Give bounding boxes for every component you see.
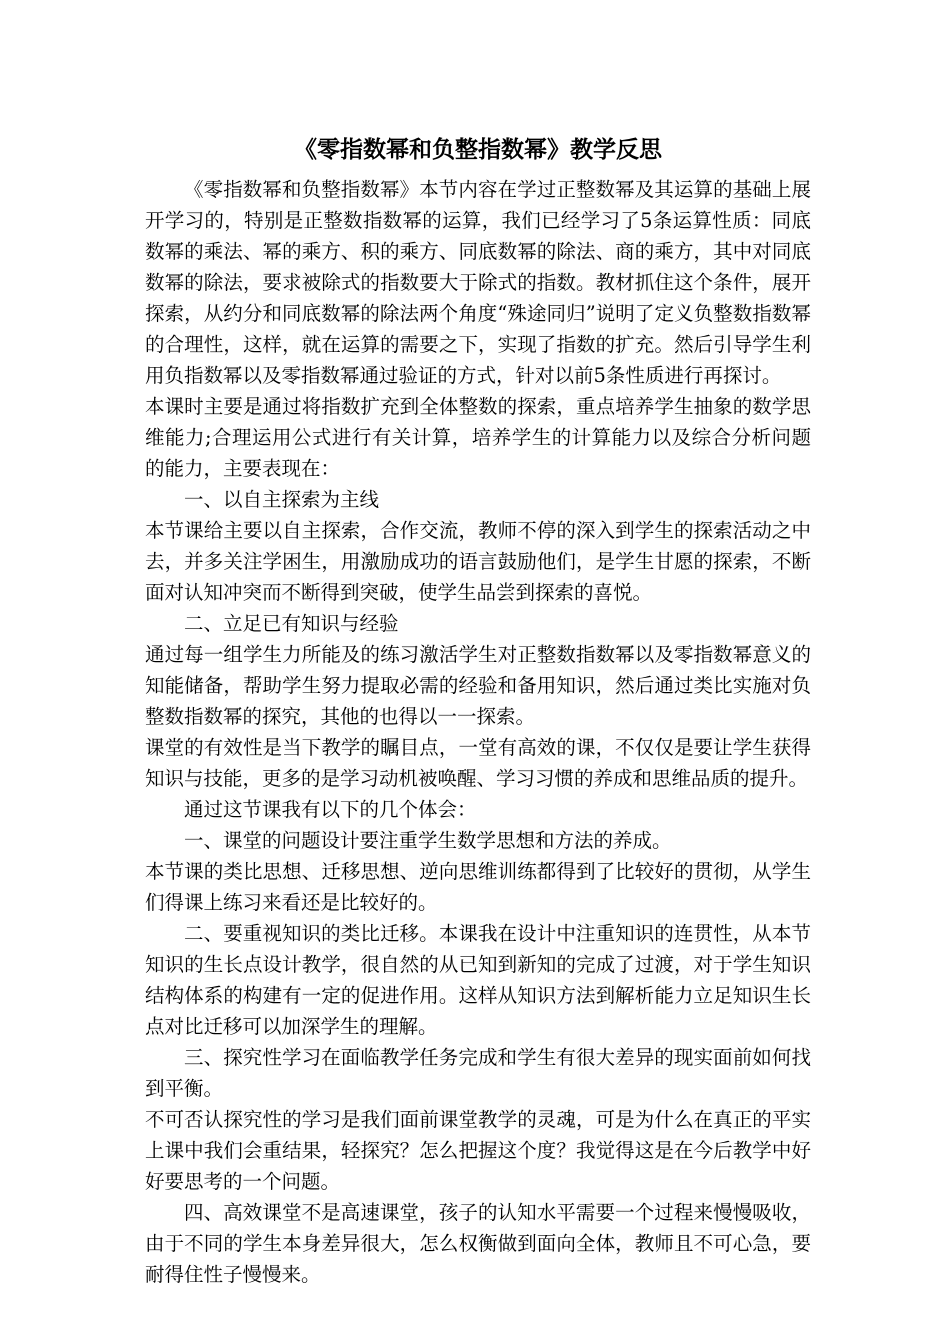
paragraph-section-2: 通过每一组学生力所能及的练习激活学生对正整数指数幂以及零指数幂意义的知能储备，帮助学生努力提取必需的经验和备用知识，然后通过类比实施对负整数指数幂的探究，其他的也得以一一探索。 <box>145 643 811 728</box>
paragraph-reflection-1: 本节课的类比思想、迁移思想、逆向思维训练都得到了比较好的贯彻，从学生们得课上练习来看还是比较好的。 <box>145 860 811 914</box>
document-title: 《零指数幂和负整指数幂》教学反思 <box>294 136 662 163</box>
paragraph-effectiveness: 课堂的有效性是当下教学的瞩目点，一堂有高效的课，不仅仅是要让学生获得知识与技能，更多的是学习动机被唤醒、学习习惯的养成和思维品质的提升。 <box>145 736 811 790</box>
document-page <box>145 128 811 1290</box>
reflection-heading-3: 三、探究性学习在面临教学任务完成和学生有很大差异的现实面前如何找到平衡。 <box>145 1046 811 1100</box>
paragraph-intro: 《零指数幂和负整指数幂》本节内容在学过正整数幂及其运算的基础上展开学习的，特别是正整数指数幂的运算，我们已经学习了5条运算性质：同底数幂的乘法、幂的乘方、积的乘方、同底数幂的除法、商的乘方，其中对同底数幂的除法，要求被除式的指数要大于除式的指数。教材抓住这个条件，展开探索，从约分和同底数幂的除法两个角度“殊途同归”说明了定义负整数指数幂的合理性，这样，就在运算的需要之下，实现了指数的扩充。然后引导学生利用负指数幂以及零指数幂通过验证的方式，针对以前5条性质进行再探讨。 <box>145 178 811 387</box>
paragraph-reflection-3: 不可否认探究性的学习是我们面前课堂教学的灵魂，可是为什么在真正的平实上课中我们会重结果，轻探究？怎么把握这个度？我觉得这是在今后教学中好好要思考的一个问题。 <box>145 1108 811 1193</box>
reflection-heading-1: 一、课堂的问题设计要注重学生数学思想和方法的养成。 <box>184 829 672 852</box>
paragraph-reflections-intro: 通过这节课我有以下的几个体会： <box>184 798 477 821</box>
section-heading-2: 二、立足已有知识与经验 <box>184 612 399 635</box>
paragraph-section-1: 本节课给主要以自主探索，合作交流，教师不停的深入到学生的探索活动之中去，并多关注学困生，用激励成功的语言鼓励他们，是学生甘愿的探索，不断面对认知冲突而不断得到突破，使学生品尝到探索的喜悦。 <box>145 519 811 604</box>
section-heading-1: 一、以自主探索为主线 <box>184 488 380 511</box>
paragraph-reflection-2: 二、要重视知识的类比迁移。本课我在设计中注重知识的连贯性，从本节知识的生长点设计教学，很自然的从已知到新知的完成了过渡，对于学生知识结构体系的构建有一定的促进作用。这样从知识方法到解析能力立足知识生长点对比迁移可以加深学生的理解。 <box>145 922 811 1038</box>
paragraph-goals: 本课时主要是通过将指数扩充到全体整数的探索，重点培养学生抽象的数学思维能力;合理运用公式进行有关计算，培养学生的计算能力以及综合分析问题的能力，主要表现在： <box>145 395 811 480</box>
paragraph-reflection-4: 四、高效课堂不是高速课堂，孩子的认知水平需要一个过程来慢慢吸收，由于不同的学生本身差异很大，怎么权衡做到面向全体，教师且不可心急，要耐得住性子慢慢来。 <box>145 1201 811 1286</box>
